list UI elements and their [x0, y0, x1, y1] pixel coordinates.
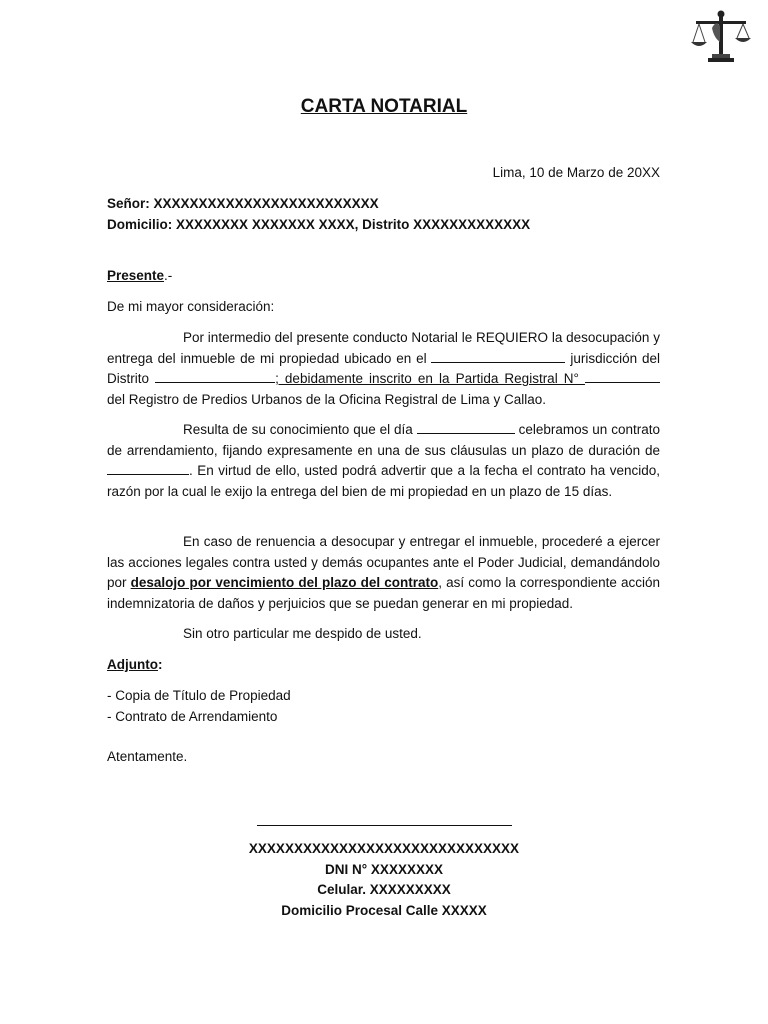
attachment-item: - Contrato de Arrendamiento	[107, 709, 278, 724]
attachment-item: - Copia de Título de Propiedad	[107, 688, 291, 703]
recipient-domicilio	[107, 217, 530, 232]
signature-name: XXXXXXXXXXXXXXXXXXXXXXXXXXXXXX	[248, 841, 520, 856]
closing: Atentamente.	[107, 749, 188, 764]
p3-text-1: En caso de renuencia a desocupar y entregar el inmueble, procederé a ejercer las acciones legales contra usted y demás ocupantes ante el Poder Judicial, demandándolo por	[107, 534, 660, 591]
domicilio-label: Domicilio:	[107, 217, 173, 232]
p1-text-4: del Registro de Predios Urbanos de la Oficina Registral de Lima y Callao.	[107, 391, 546, 407]
p1-text-2: jurisdicción del Distrito	[107, 350, 661, 387]
blank-partida	[585, 370, 660, 383]
paragraph-2	[107, 420, 660, 502]
paragraph-4: Sin otro particular me despido de usted.	[183, 626, 422, 641]
recipient-senor	[107, 196, 379, 211]
scales-of-justice-icon	[690, 8, 752, 66]
blank-dia	[417, 421, 515, 434]
greeting: De mi mayor consideración:	[107, 299, 275, 314]
adjunto-label: Adjunto	[107, 657, 158, 672]
p3-text-2: , así como la correspondiente acción indemnizatoria de daños y perjuicios que se puedan generar en mi propiedad.	[107, 575, 660, 611]
senor-label: Señor:	[107, 196, 150, 211]
p2-text-3: . En virtud de ello, usted podrá advertir que a la fecha el contrato ha vencido, razón por la cual le exijo la entrega del bien de mi propiedad en un plazo de 15 días.	[107, 463, 660, 499]
adjunto-suffix: :	[157, 657, 163, 672]
adjunto-line	[107, 657, 162, 672]
paragraph-1	[107, 328, 660, 410]
domicilio-value: XXXXXXXX XXXXXXX XXXX, Distrito XXXXXXXXXXXXX	[176, 217, 531, 232]
senor-value: XXXXXXXXXXXXXXXXXXXXXXXXX	[153, 196, 379, 211]
p1-text-1: Por intermedio del presente conducto Notarial le REQUIERO la desocupación y entrega del inmueble de mi propiedad ubicado en el	[107, 330, 660, 366]
presente-line	[107, 268, 172, 283]
document-title: CARTA NOTARIAL	[300, 96, 468, 117]
presente-suffix: .-	[164, 268, 173, 283]
signature-line	[257, 825, 512, 826]
p3-highlight: desalojo por vencimiento del plazo del contrato	[130, 575, 439, 591]
p1-text-3: ; debidamente inscrito en la Partida Registral N°	[275, 371, 585, 387]
signature-dni: DNI N° XXXXXXXX	[325, 862, 443, 877]
blank-distrito	[155, 370, 275, 383]
p2-text-2: celebramos un contrato de arrendamiento, fijando expresamente en una de sus cláusulas un plazo de duración de	[107, 422, 660, 458]
letter-date: Lima, 10 de Marzo de 20XX	[492, 165, 660, 180]
signature-domicilio: Domicilio Procesal Calle XXXXX	[281, 903, 487, 918]
p2-text-1: Resulta de su conocimiento que el día	[183, 422, 417, 437]
presente-label: Presente	[107, 268, 165, 283]
signature-celular: Celular. XXXXXXXXX	[317, 882, 451, 897]
paragraph-3	[107, 532, 660, 614]
blank-ubicacion	[431, 350, 565, 363]
blank-duracion	[107, 462, 189, 475]
